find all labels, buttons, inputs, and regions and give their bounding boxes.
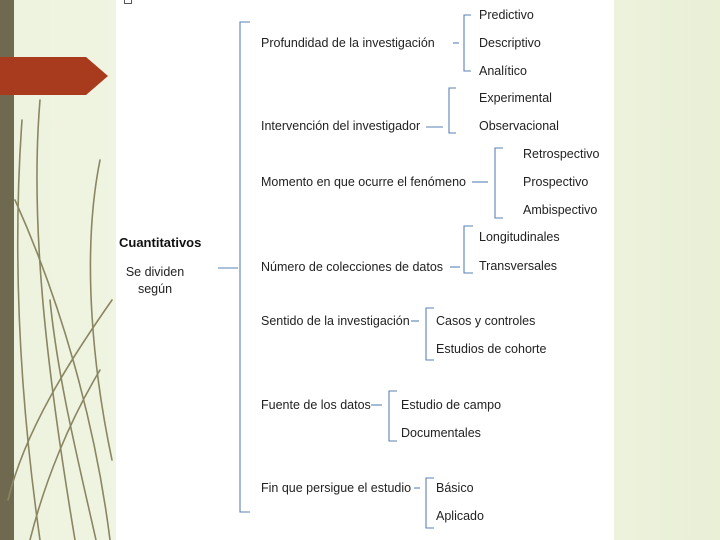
diagram-panel	[116, 0, 614, 540]
option-label: Básico	[436, 481, 474, 495]
option-label: Longitudinales	[479, 230, 560, 244]
option-label: Estudios de cohorte	[436, 342, 547, 356]
category-label: Fin que persigue el estudio	[261, 481, 412, 495]
option-label: Predictivo	[479, 8, 534, 22]
option-label: Descriptivo	[479, 36, 541, 50]
category-label: Momento en que ocurre el fenómeno	[261, 175, 466, 189]
option-label: Analítico	[479, 64, 527, 78]
root-node-subtitle: Se dividen según	[125, 265, 185, 296]
root-node-title: Cuantitativos	[119, 235, 202, 250]
category-label: Número de colecciones de datos	[261, 260, 444, 274]
option-label: Observacional	[479, 119, 559, 133]
option-label: Prospectivo	[523, 175, 589, 189]
title-marker-tab	[0, 57, 108, 95]
category-label: Intervención del investigador	[261, 119, 421, 133]
option-label: Documentales	[401, 426, 481, 440]
category-label: Fuente de los datos	[261, 398, 371, 412]
option-label: Aplicado	[436, 509, 484, 523]
option-label: Experimental	[479, 91, 552, 105]
category-label: Profundidad de la investigación	[261, 36, 435, 50]
option-label: Estudio de campo	[401, 398, 502, 412]
option-label: Retrospectivo	[523, 147, 600, 161]
option-label: Ambispectivo	[523, 203, 598, 217]
option-label: Transversales	[479, 259, 558, 273]
option-label: Casos y controles	[436, 314, 536, 328]
category-label: Sentido de la investigación	[261, 314, 410, 328]
